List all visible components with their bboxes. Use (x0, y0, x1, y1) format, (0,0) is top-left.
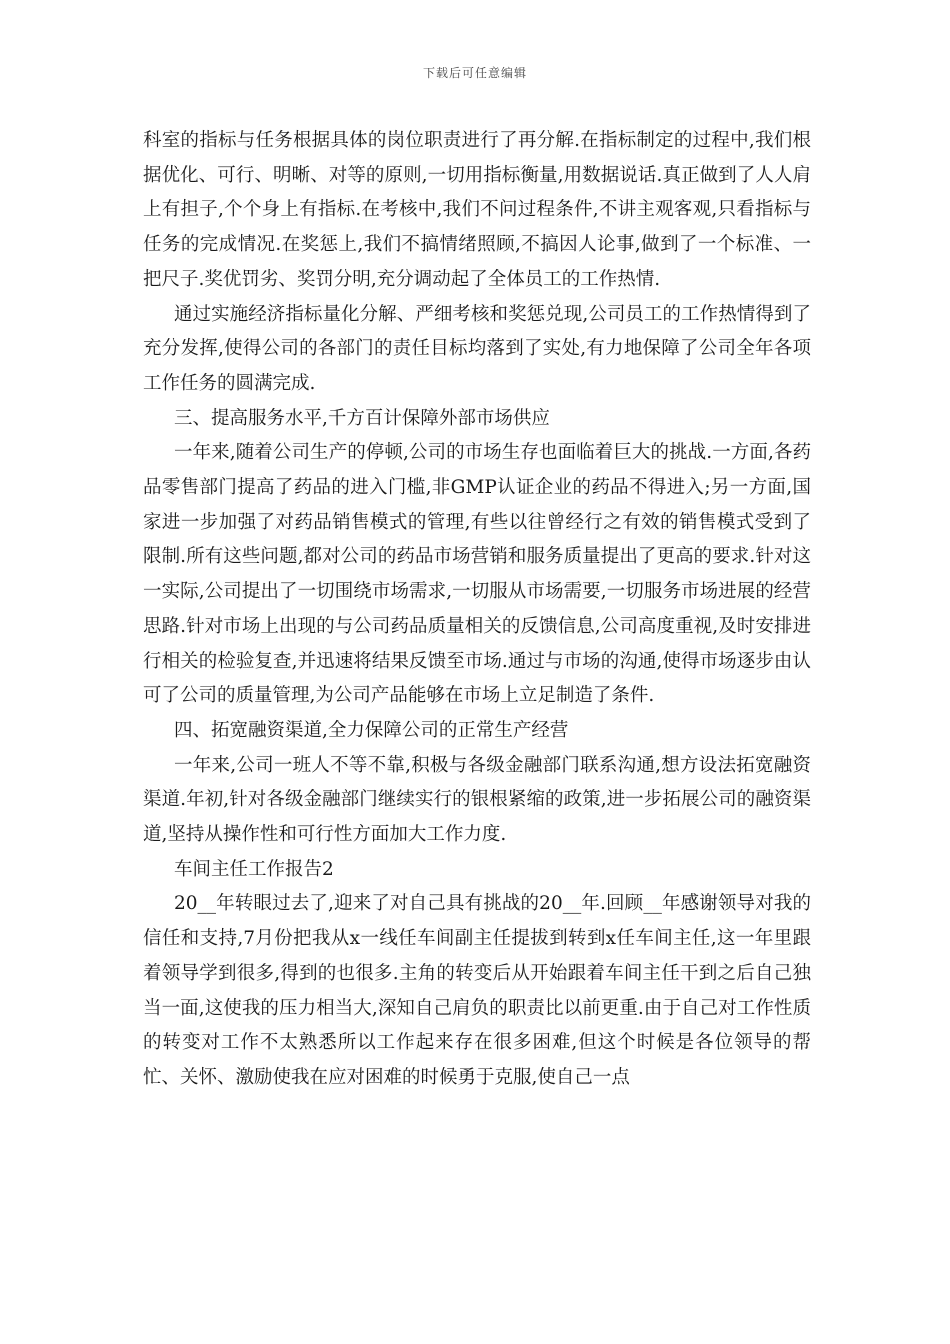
page-header: 下载后可任意编辑 (422, 66, 527, 80)
paragraph-4: 一年来,随着公司生产的停顿,公司的市场生存也面临着巨大的挑战.一方面,各药品零售部门提高了药品的进入门槛,非GMP认证企业的药品不得进入;另一方面,国家进一步加强了对药品销售模式的管理,有些以往曾经行之有效的销售模式受到了限制.所有这些问题,都对公司的药品市场营销和服务质量提出了更高的要求.针对这一实际,公司提出了一切围绕市场需求,一切服从市场需要,一切服务市场进展的经营思路.针对市场上出现的与公司药品质量相关的反馈信息,公司高度重视,及时安排进行相关的检验复查,并迅速将结果反馈至市场.通过与市场的沟通,使得市场逐步由认可了公司的质量管理,为公司产品能够在市场上立足制造了条件. (143, 442, 811, 707)
report-title-2: 车间主任工作报告2 (174, 858, 334, 880)
section-heading-3: 三、提高服务水平,千方百计保障外部市场供应 (174, 407, 550, 429)
paragraph-8: 20__年转眼过去了,迎来了对自己具有挑战的20__年.回顾__年感谢领导对我的信任和支持,7月份把我从x一线任车间副主任提拔到转到x任车间主任,这一年里跟着领导学到很多,得到的也很多.主角的转变后从开始跟着车间主任干到之后自己独当一面,这使我的压力相当大,深知自己肩负的职责比以前更重.由于自己对工作性质的转变对工作不太熟悉所以工作起来存在很多困难,但这个时候是各位领导的帮忙、关怀、激励使我在应对困难的时候勇于克服,使自己一点 (143, 893, 811, 1088)
document-body (143, 124, 811, 1096)
paragraph-1: 科室的指标与任务根据具体的岗位职责进行了再分解.在指标制定的过程中,我们根据优化、可行、明晰、对等的原则,一切用指标衡量,用数据说话.真正做到了人人肩上有担子,个个身上有指标.在考核中,我们不问过程条件,不讲主观客观,只看指标与任务的完成情况.在奖惩上,我们不搞情绪照顾,不搞因人论事,做到了一个标准、一把尺子.奖优罚劣、奖罚分明,充分调动起了全体员工的工作热情. (143, 130, 811, 290)
section-heading-4: 四、拓宽融资渠道,全力保障公司的正常生产经营 (174, 719, 569, 741)
paragraph-6: 一年来,公司一班人不等不靠,积极与各级金融部门联系沟通,想方设法拓宽融资渠道.年初,针对各级金融部门继续实行的银根紧缩的政策,进一步拓展公司的融资渠道,坚持从操作性和可行性方面加大工作力度. (143, 754, 811, 846)
paragraph-2: 通过实施经济指标量化分解、严细考核和奖惩兑现,公司员工的工作热情得到了充分发挥,使得公司的各部门的责任目标均落到了实处,有力地保障了公司全年各项工作任务的圆满完成. (143, 303, 811, 394)
